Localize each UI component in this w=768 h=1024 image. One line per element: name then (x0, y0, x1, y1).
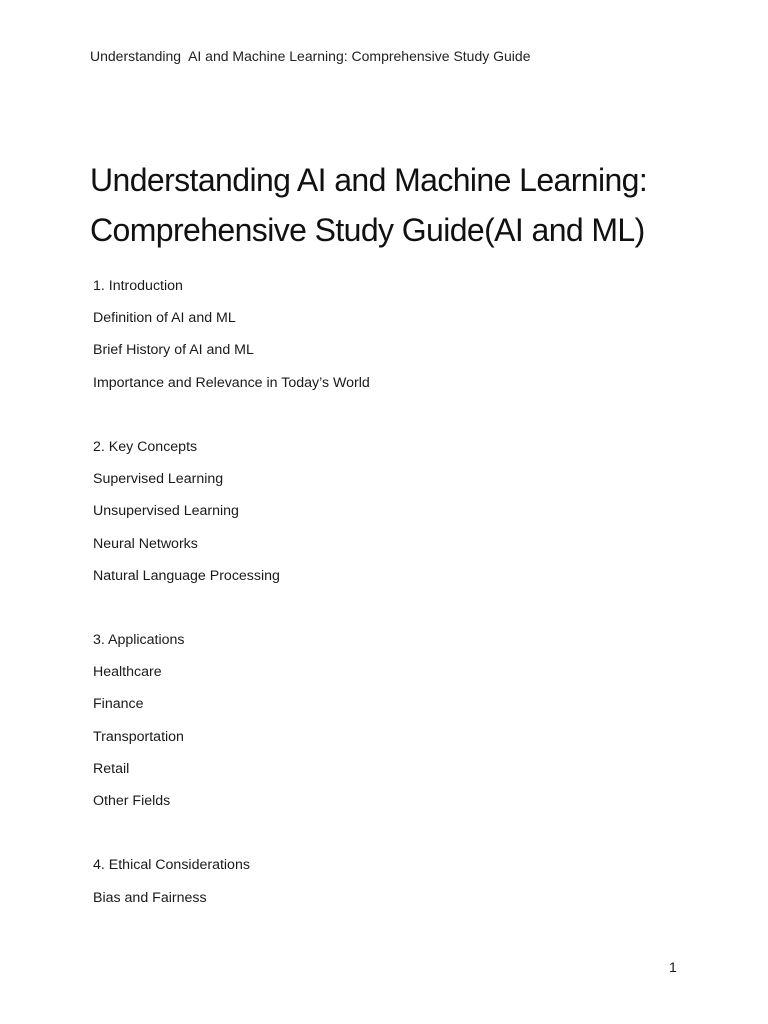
outline-item: Neural Networks (93, 535, 198, 552)
outline-item: Other Fields (93, 793, 171, 809)
outline-item: Natural Language Processing (93, 567, 280, 584)
outline-item: Supervised Learning (93, 471, 224, 488)
outline-item: Finance (93, 696, 144, 713)
page-number: 1 (669, 959, 677, 975)
section-heading-applications: 3. Applications (93, 632, 185, 649)
section-heading-introduction: 1. Introduction (93, 278, 183, 294)
running-header: Understanding AI and Machine Learning: Comprehensive Study Guide (90, 48, 531, 64)
outline-item: Healthcare (93, 664, 162, 681)
title-line-2: Comprehensive Study Guide(AI and ML) (90, 212, 645, 248)
outline-item: Definition of AI and ML (93, 310, 236, 327)
outline-item: Importance and Relevance in Today’s World (93, 374, 370, 391)
section-heading-key-concepts: 2. Key Concepts (93, 438, 198, 455)
outline-item: Bias and Fairness (93, 889, 207, 906)
page-title (90, 155, 730, 255)
outline-item: Unsupervised Learning (93, 503, 239, 520)
outline-item: Retail (93, 760, 130, 777)
outline-item: Transportation (93, 728, 184, 745)
study-guide-outline (93, 270, 693, 914)
section-heading-ethical-considerations: 4. Ethical Considerations (93, 857, 250, 874)
outline-item: Brief History of AI and ML (93, 342, 254, 359)
title-line-1: Understanding AI and Machine Learning: (90, 162, 648, 198)
